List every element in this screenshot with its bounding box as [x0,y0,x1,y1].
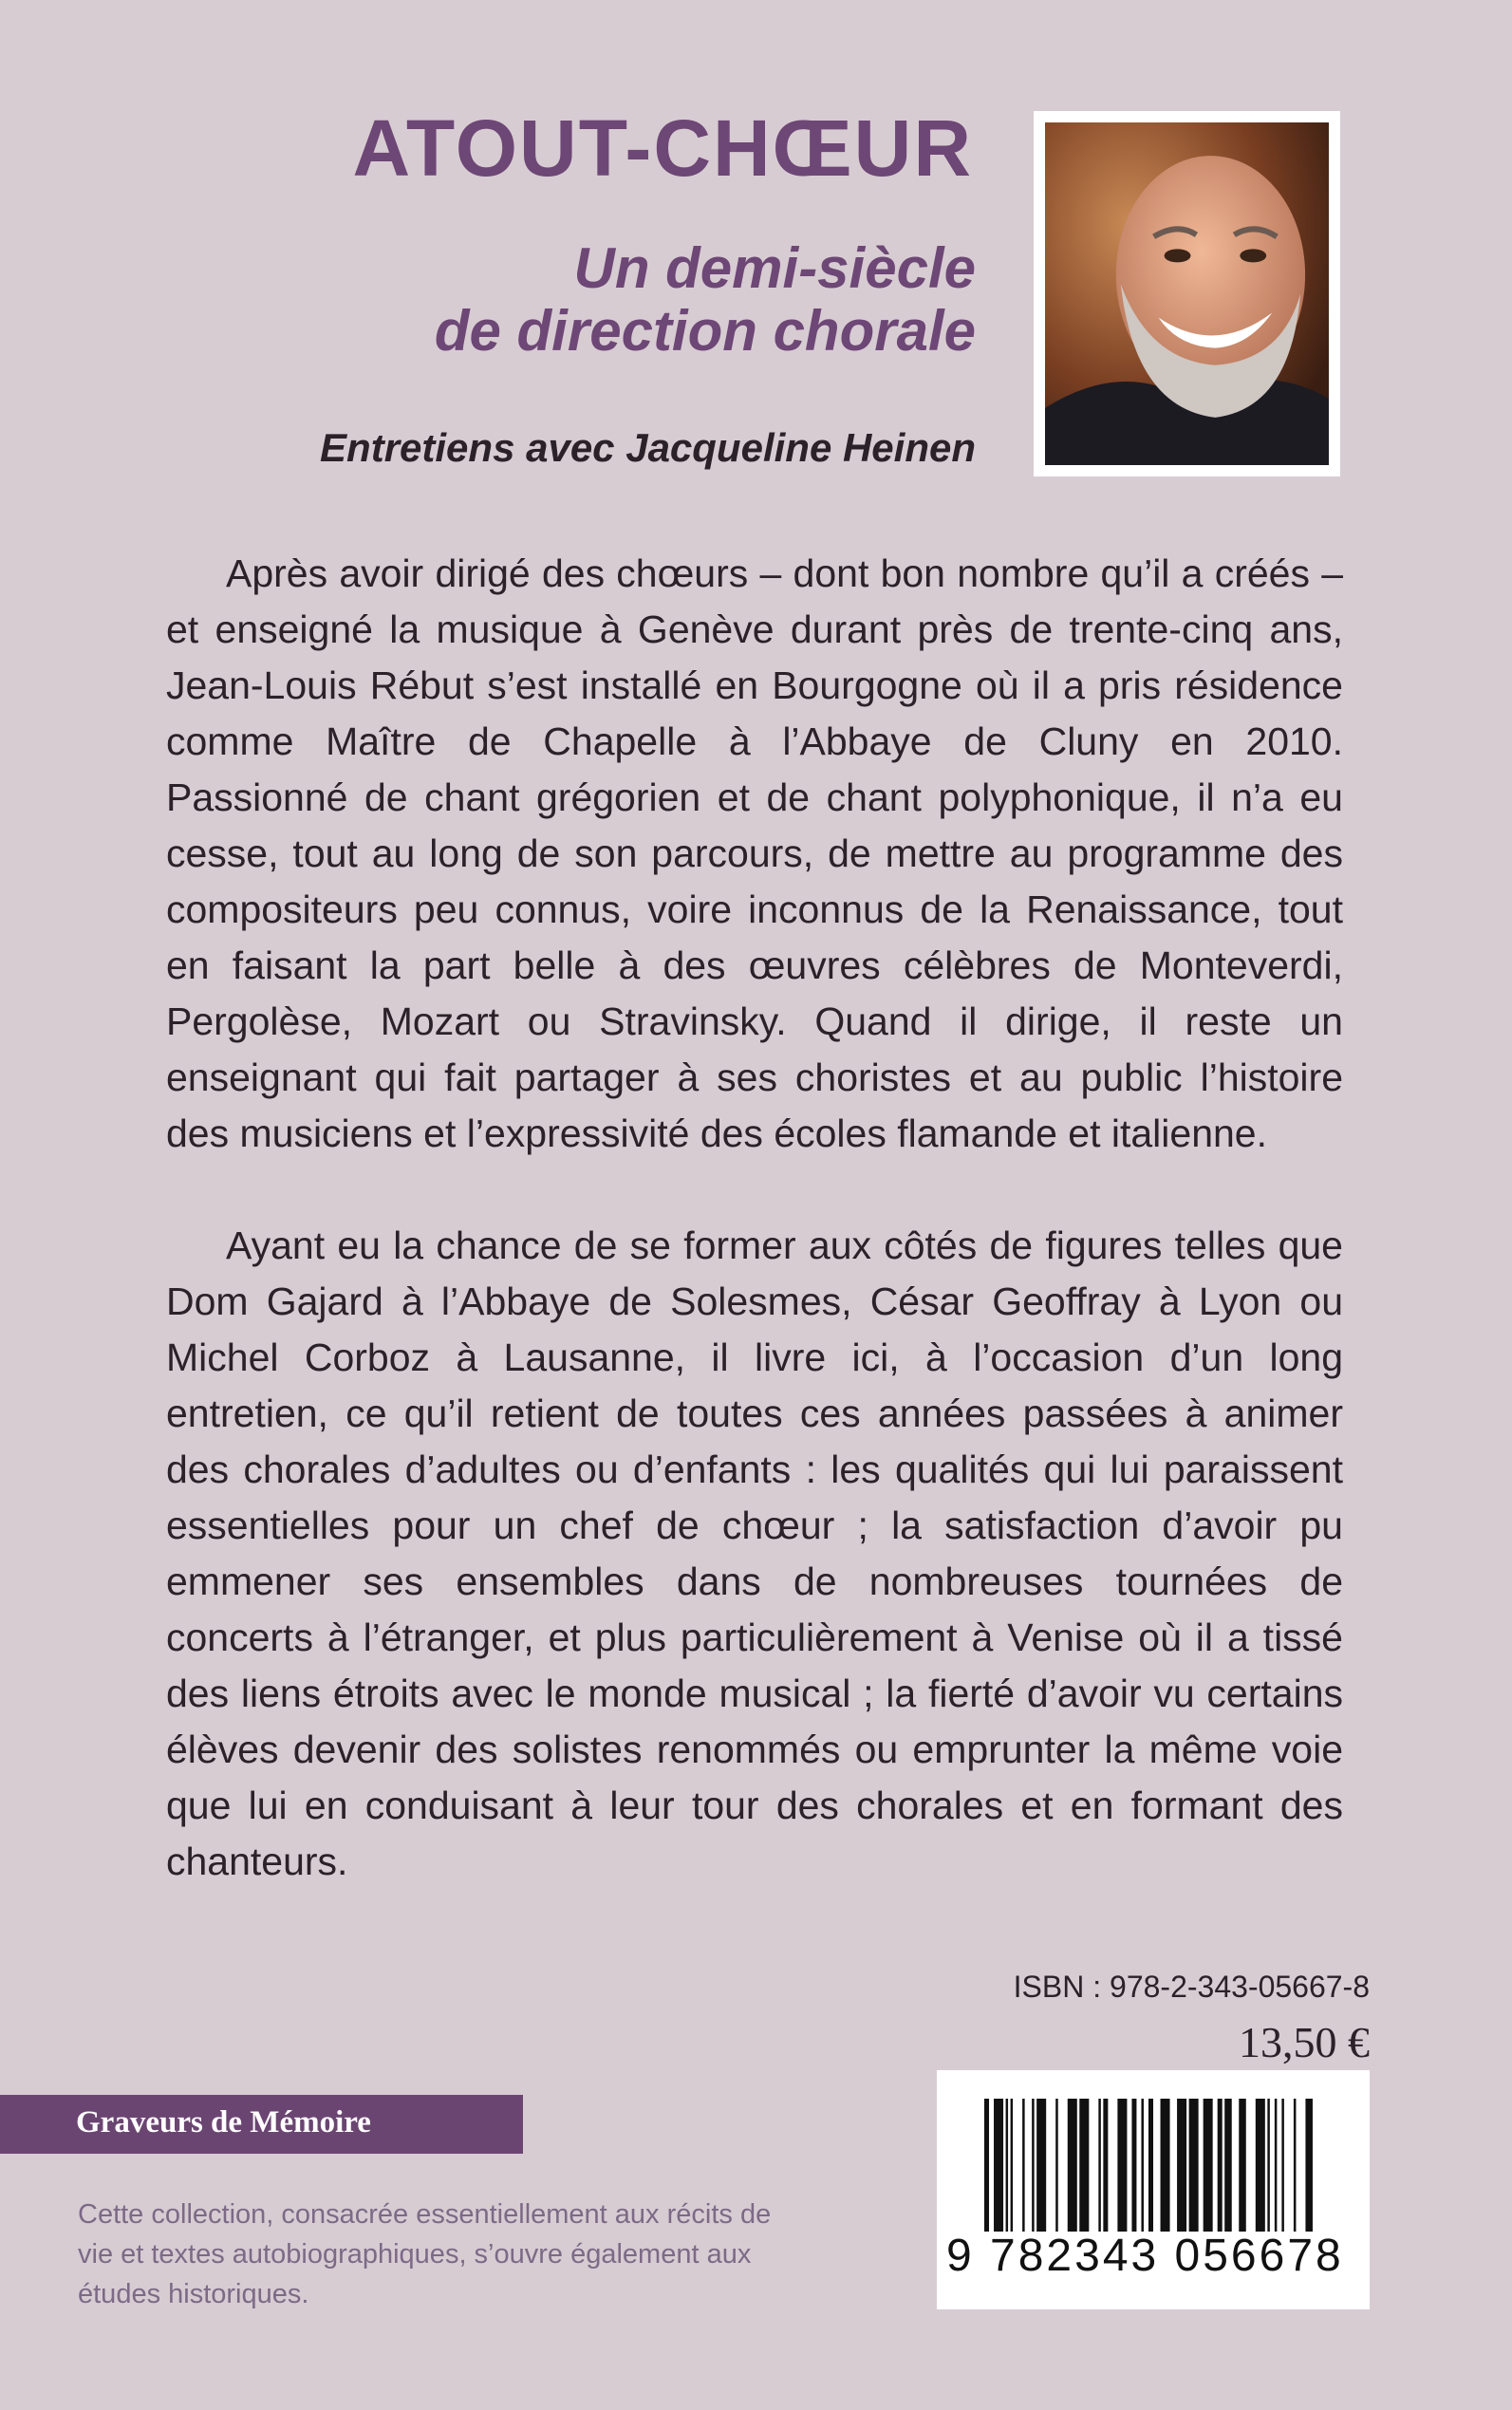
book-subtitle [435,237,976,363]
barcode-bar [1036,2099,1046,2232]
isbn: ISBN : 978-2-343-05667-8 [1013,1970,1370,2004]
barcode-bar [1305,2099,1313,2232]
barcode-bar [1011,2099,1014,2232]
subtitle-line-1: Un demi-siècle [573,236,976,300]
barcode-bar [1281,2099,1284,2232]
collection-description: Cette collection, consacrée essentiellement aux récits de vie et textes autobiographiques, s’ouvre également aux études historiques. [78,2199,772,2309]
barcode-bar [1204,2099,1213,2232]
barcode-bar [1267,2099,1270,2232]
book-title: ATOUT-CHŒUR [352,103,973,193]
price: 13,50 € [1239,2018,1370,2066]
collection-banner [0,2095,523,2154]
barcode-bars [984,2099,1322,2232]
barcode-bar [1098,2099,1101,2232]
description-paragraph-2: Ayant eu la chance de se former aux côtés de figures telles que Dom Gajard à l’Abbaye de Solesmes, César Geoffray à Lyon ou Michel Corboz à Lausanne, il livre ici, à l’occasion d’un long entretien, ce qu’il retient de toutes ces années passées à animer des chorales d’adultes ou d’enfants : les qualités qui lui paraissent essentielles pour un chef de chœur ; la satisfaction d’avoir pu emmener ses ensembles dans de nombreuses tournées de concerts à l’étranger, et plus particulièrement à Venise où il a tissé des liens étroits avec le monde musical ; la fierté d’avoir vu certains élèves devenir des solistes renommés ou emprunter la même voie que lui en conduisant à leur tour des chorales et en formant des chanteurs. [166,1224,1343,1883]
author-photo-image [1045,122,1329,465]
barcode-bar [1294,2099,1297,2232]
barcode-bar [1006,2099,1009,2232]
barcode-bar [1218,2099,1223,2232]
barcode-bar [1148,2099,1153,2232]
barcode-bar [1032,2099,1035,2232]
barcode-bar [1275,2099,1278,2232]
barcode-bar [1068,2099,1077,2232]
barcode-bar [984,2099,989,2232]
barcode [937,2070,1370,2309]
subtitle-line-2: de direction chorale [434,299,976,363]
barcode-bar [1131,2099,1136,2232]
barcode-bar [1224,2099,1232,2232]
barcode-bar [1117,2099,1127,2232]
barcode-bar [1189,2099,1199,2232]
back-cover-description [166,546,1343,1890]
author-portrait [1034,111,1340,476]
barcode-bar [1161,2099,1170,2232]
barcode-bar [994,2099,1003,2232]
barcode-bar [1055,2099,1058,2232]
collection-name: Graveurs de Mémoire [76,2105,371,2139]
barcode-bar [1079,2099,1089,2232]
barcode-digits: 9 782343 056678 [946,2231,1344,2281]
barcode-bar [1177,2099,1186,2232]
description-paragraph-1: Après avoir dirigé des chœurs – dont bon nombre qu’il a créés – et enseigné la musique à Genève durant près de trente-cinq ans, Jean-Louis Rébut s’est installé en Bourgogne où il a pris résidence comme Maître de Chapelle à l’Abbaye de Cluny en 2010. Passionné de chant grégorien et de chant polyphonique, il n’a eu cesse, tout au long de son parcours, de mettre au programme des compositeurs peu connus, voire inconnus de la Renaissance, tout en faisant la part belle à des œuvres célèbres de Monteverdi, Pergolèse, Mozart ou Stravinsky. Quand il dirige, il reste un enseignant qui fait partager à ses choristes et au public l’histoire des musiciens et l’expressivité des écoles flamande et italienne. [166,551,1343,1155]
interviews-credit: Entretiens avec Jacqueline Heinen [320,425,976,470]
barcode-bar [1022,2099,1025,2232]
barcode-bar [1256,2099,1265,2232]
barcode-bar [1239,2099,1246,2232]
barcode-bar [1141,2099,1144,2232]
barcode-bar [1103,2099,1108,2232]
